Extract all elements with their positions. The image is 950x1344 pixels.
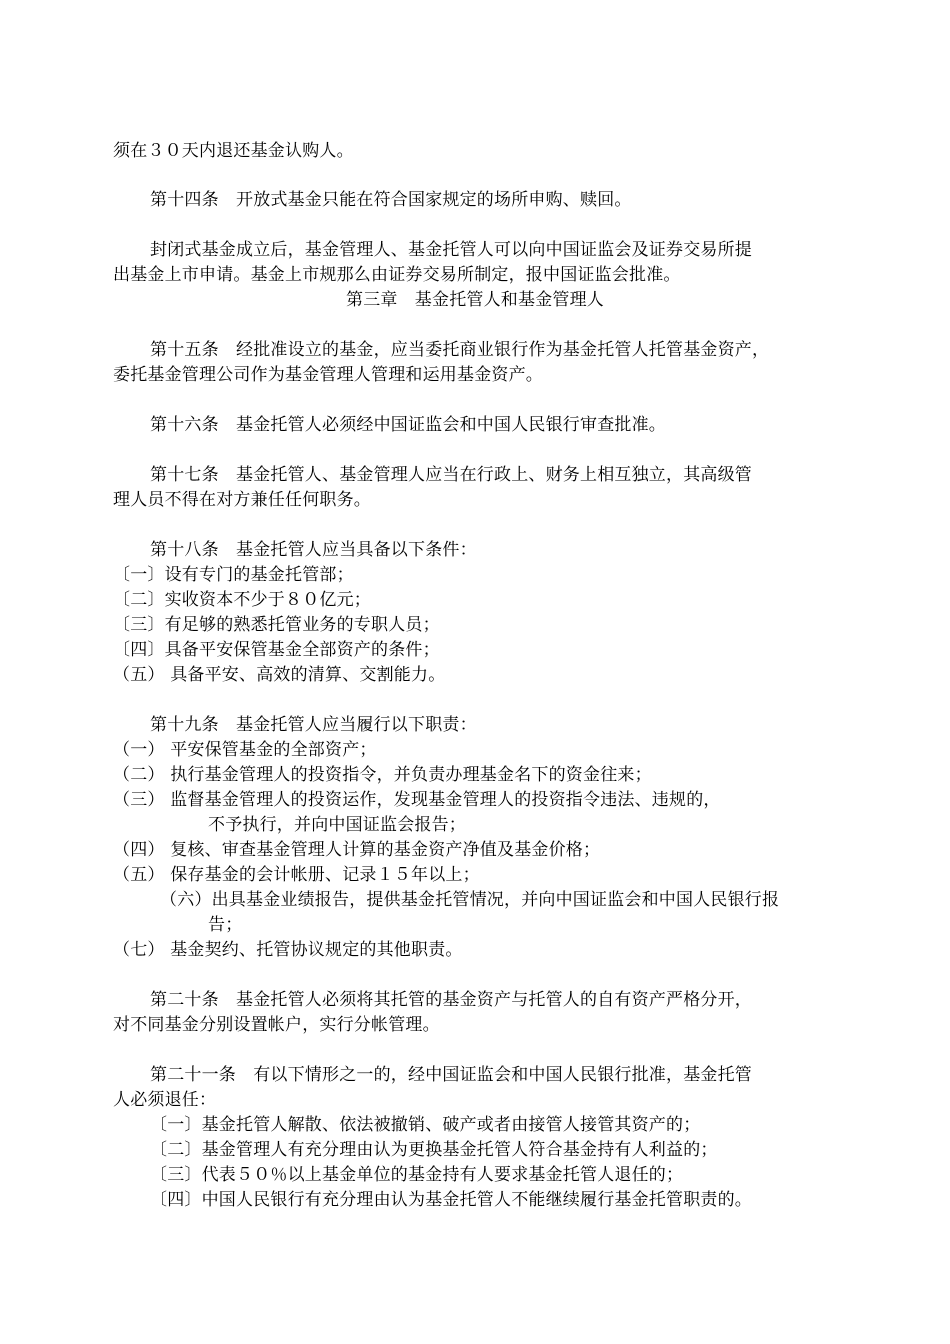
list-item: （六）出具基金业绩报告，提供基金托管情况，并向中国证监会和中国人民银行报 <box>160 890 780 910</box>
article-19: 第十九条 基金托管人应当履行以下职责： <box>150 715 477 735</box>
text-line: 须在３０天内退还基金认购人。 <box>113 141 354 161</box>
text-line: 封闭式基金成立后，基金管理人、基金托管人可以向中国证监会及证券交易所提 <box>150 240 752 260</box>
list-item: （五） 保存基金的会计帐册、记录１５年以上； <box>113 865 480 885</box>
article-16: 第十六条 基金托管人必须经中国证监会和中国人民银行审查批准。 <box>150 415 666 435</box>
article-20: 第二十条 基金托管人必须将其托管的基金资产与托管人的自有资产严格分开， <box>150 990 752 1010</box>
text-line: 出基金上市申请。基金上市规那么由证券交易所制定，报中国证监会批准。 <box>113 265 681 285</box>
list-item: 〔三〕代表５０％以上基金单位的基金持有人要求基金托管人退任的； <box>150 1165 684 1185</box>
article-15: 第十五条 经批准设立的基金，应当委托商业银行作为基金托管人托管基金资产， <box>150 340 770 360</box>
list-item: （三） 监督基金管理人的投资运作，发现基金管理人的投资指令违法、违规的， <box>113 790 721 810</box>
list-item: 〔一〕设有专门的基金托管部； <box>113 565 354 585</box>
list-item: （七） 基金契约、托管协议规定的其他职责。 <box>113 940 463 960</box>
list-item: 〔二〕基金管理人有充分理由认为更换基金托管人符合基金持有人利益的； <box>150 1140 718 1160</box>
list-item: 〔二〕实收资本不少于８０亿元； <box>113 590 371 610</box>
text-line: 委托基金管理公司作为基金管理人管理和运用基金资产。 <box>113 365 543 385</box>
list-item: （四） 复核、审查基金管理人计算的基金资产净值及基金价格； <box>113 840 601 860</box>
article-14: 第十四条 开放式基金只能在符合国家规定的场所申购、赎回。 <box>150 190 632 210</box>
article-17: 第十七条 基金托管人、基金管理人应当在行政上、财务上相互独立，其高级管 <box>150 465 752 485</box>
list-item-continuation: 告； <box>208 915 243 935</box>
text-line: 对不同基金分别设置帐户，实行分帐管理。 <box>113 1015 440 1035</box>
list-item: （二） 执行基金管理人的投资指令，并负责办理基金名下的资金往来； <box>113 765 652 785</box>
list-item: 〔四〕中国人民银行有充分理由认为基金托管人不能继续履行基金托管职责的。 <box>150 1190 752 1210</box>
article-21: 第二十一条 有以下情形之一的，经中国证监会和中国人民银行批准，基金托管 <box>150 1065 752 1085</box>
article-18: 第十八条 基金托管人应当具备以下条件： <box>150 540 477 560</box>
list-item: 〔四〕具备平安保管基金全部资产的条件； <box>113 640 440 660</box>
chapter-heading: 第三章 基金托管人和基金管理人 <box>346 290 604 310</box>
list-item-continuation: 不予执行，并向中国证监会报告； <box>208 815 466 835</box>
text-line: 理人员不得在对方兼任任何职务。 <box>113 490 371 510</box>
list-item: 〔一〕基金托管人解散、依法被撤销、破产或者由接管人接管其资产的； <box>150 1115 701 1135</box>
list-item: （一） 平安保管基金的全部资产； <box>113 740 377 760</box>
list-item: （五） 具备平安、高效的清算、交割能力。 <box>113 665 446 685</box>
text-line: 人必须退任： <box>113 1090 217 1110</box>
list-item: 〔三〕有足够的熟悉托管业务的专职人员； <box>113 615 440 635</box>
